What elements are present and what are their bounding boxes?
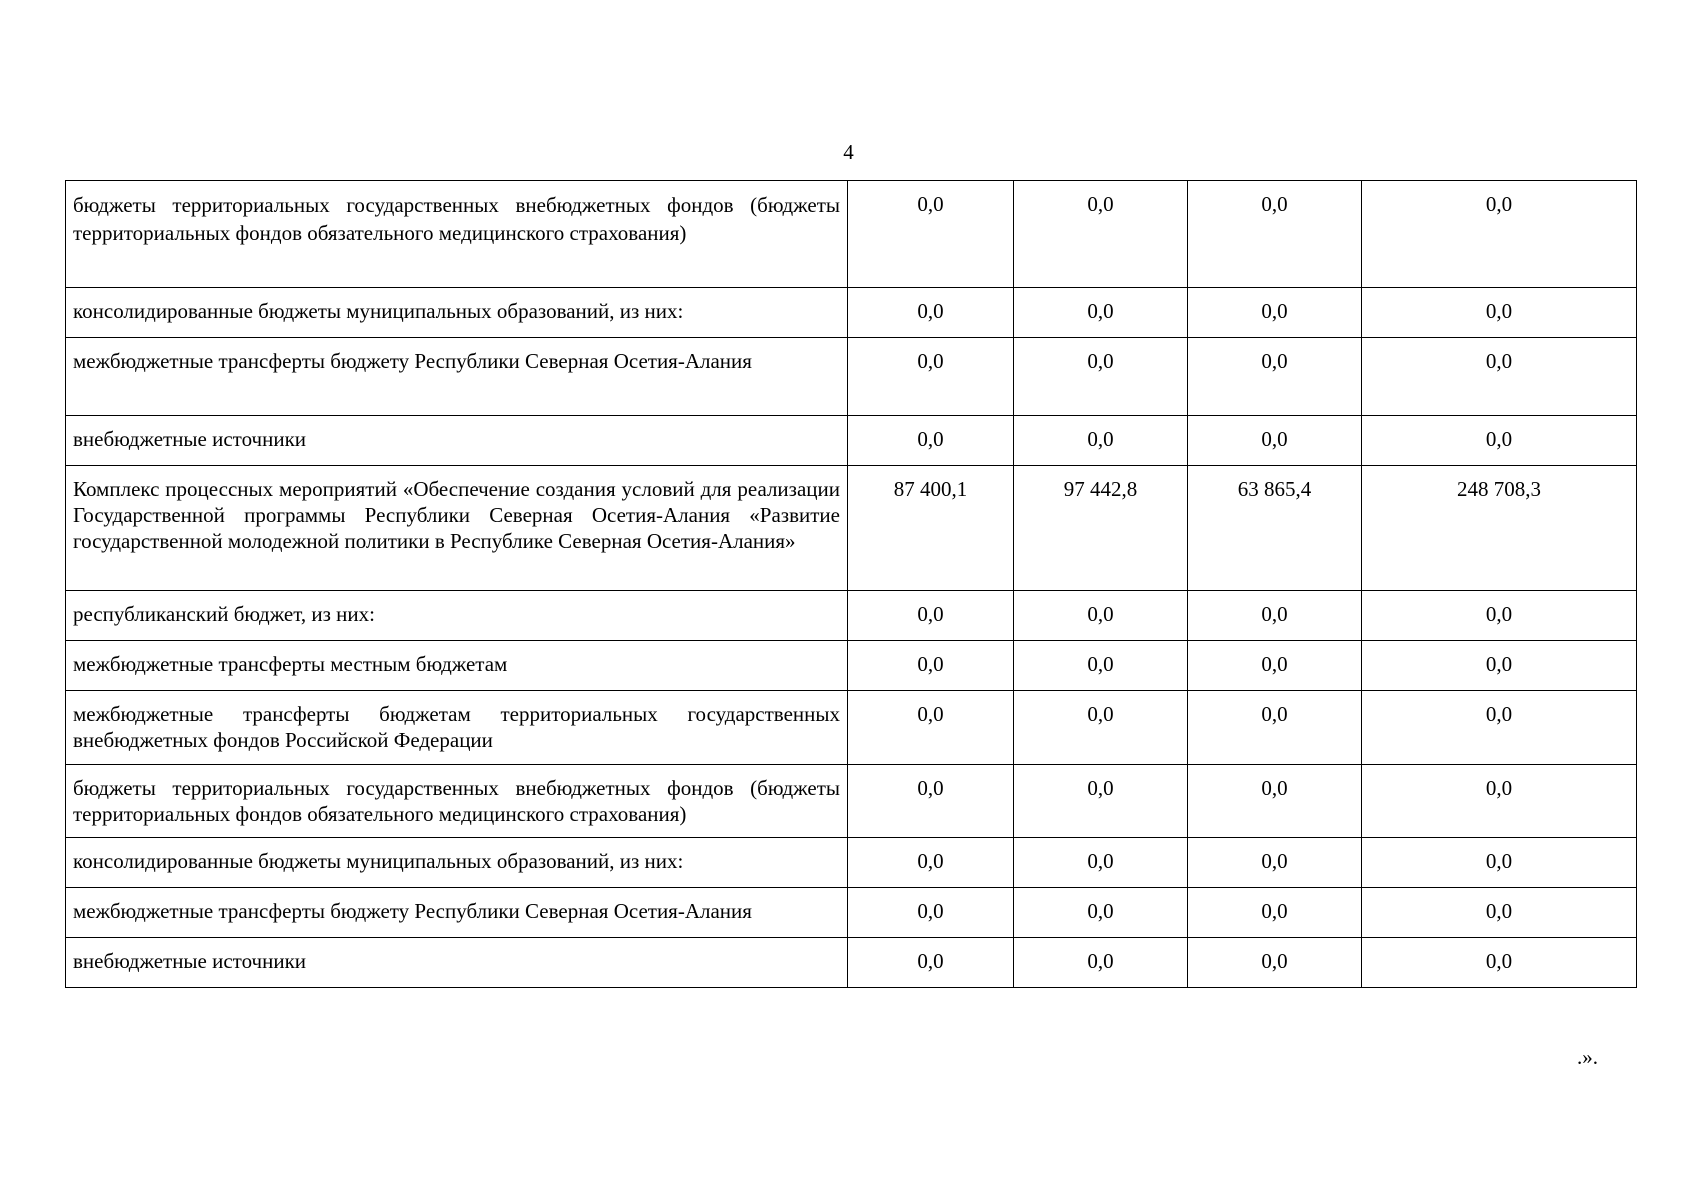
row-label: межбюджетные трансферты местным бюджетам — [66, 641, 848, 691]
table-row — [66, 466, 1637, 591]
value-cell: 0,0 — [1188, 888, 1362, 938]
row-label: бюджеты территориальных государственных внебюджетных фондов (бюджеты территориальных фондов обязательного медицинского страхования) — [66, 181, 848, 288]
table-row — [66, 591, 1637, 641]
table-row — [66, 938, 1637, 988]
value-cell: 0,0 — [848, 938, 1014, 988]
table-row — [66, 416, 1637, 466]
row-label: внебюджетные источники — [66, 938, 848, 988]
value-cell: 0,0 — [848, 691, 1014, 765]
budget-table — [65, 180, 1637, 988]
value-cell: 0,0 — [848, 288, 1014, 338]
row-label: бюджеты территориальных государственных внебюджетных фондов (бюджеты территориальных фондов обязательного медицинского страхования) — [66, 765, 848, 838]
value-cell: 0,0 — [1188, 691, 1362, 765]
closing-quote-mark: .». — [1577, 1045, 1598, 1069]
value-cell: 0,0 — [848, 181, 1014, 288]
value-cell: 0,0 — [1014, 765, 1188, 838]
value-cell: 0,0 — [1188, 765, 1362, 838]
value-cell: 0,0 — [1362, 838, 1637, 888]
value-cell: 0,0 — [848, 888, 1014, 938]
table-row — [66, 338, 1637, 416]
value-cell: 0,0 — [1362, 338, 1637, 416]
value-cell: 0,0 — [1188, 416, 1362, 466]
row-label: межбюджетные трансферты бюджетам территориальных государственных внебюджетных фондов Российской Федерации — [66, 691, 848, 765]
value-cell: 0,0 — [1014, 181, 1188, 288]
row-label: межбюджетные трансферты бюджету Республики Северная Осетия-Алания — [66, 888, 848, 938]
value-cell: 87 400,1 — [848, 466, 1014, 591]
table-row — [66, 641, 1637, 691]
value-cell: 0,0 — [1362, 888, 1637, 938]
value-cell: 0,0 — [1362, 938, 1637, 988]
value-cell: 0,0 — [848, 591, 1014, 641]
value-cell: 0,0 — [1014, 838, 1188, 888]
value-cell: 0,0 — [1188, 338, 1362, 416]
value-cell: 0,0 — [1362, 181, 1637, 288]
value-cell: 97 442,8 — [1014, 466, 1188, 591]
table-row — [66, 888, 1637, 938]
value-cell: 0,0 — [1362, 591, 1637, 641]
value-cell: 0,0 — [1188, 181, 1362, 288]
page-number: 4 — [843, 140, 854, 164]
value-cell: 0,0 — [1188, 938, 1362, 988]
table-row — [66, 181, 1637, 288]
value-cell: 0,0 — [848, 838, 1014, 888]
value-cell: 0,0 — [1014, 338, 1188, 416]
value-cell: 0,0 — [1362, 765, 1637, 838]
value-cell: 0,0 — [848, 416, 1014, 466]
table-row — [66, 288, 1637, 338]
value-cell: 0,0 — [1362, 416, 1637, 466]
value-cell: 0,0 — [1014, 416, 1188, 466]
value-cell: 0,0 — [1188, 838, 1362, 888]
value-cell: 0,0 — [848, 765, 1014, 838]
row-label: консолидированные бюджеты муниципальных образований, из них: — [66, 838, 848, 888]
value-cell: 0,0 — [1014, 888, 1188, 938]
row-label: Комплекс процессных мероприятий «Обеспечение создания условий для реализации Государственной программы Республики Северная Осетия-Алания «Развитие государственной молодежной политики в Республике Северная Осетия-Алания» — [66, 466, 848, 591]
row-label: республиканский бюджет, из них: — [66, 591, 848, 641]
value-cell: 0,0 — [848, 641, 1014, 691]
value-cell: 0,0 — [1014, 591, 1188, 641]
value-cell: 0,0 — [1362, 691, 1637, 765]
table-row — [66, 838, 1637, 888]
value-cell: 248 708,3 — [1362, 466, 1637, 591]
value-cell: 0,0 — [1014, 691, 1188, 765]
table-row — [66, 691, 1637, 765]
value-cell: 0,0 — [1014, 938, 1188, 988]
value-cell: 0,0 — [1188, 641, 1362, 691]
value-cell: 0,0 — [848, 338, 1014, 416]
value-cell: 0,0 — [1188, 591, 1362, 641]
value-cell: 0,0 — [1362, 641, 1637, 691]
row-label: внебюджетные источники — [66, 416, 848, 466]
row-label: консолидированные бюджеты муниципальных образований, из них: — [66, 288, 848, 338]
value-cell: 0,0 — [1014, 641, 1188, 691]
row-label: межбюджетные трансферты бюджету Республики Северная Осетия-Алания — [66, 338, 848, 416]
value-cell: 0,0 — [1362, 288, 1637, 338]
table-row — [66, 765, 1637, 838]
value-cell: 0,0 — [1014, 288, 1188, 338]
value-cell: 63 865,4 — [1188, 466, 1362, 591]
value-cell: 0,0 — [1188, 288, 1362, 338]
